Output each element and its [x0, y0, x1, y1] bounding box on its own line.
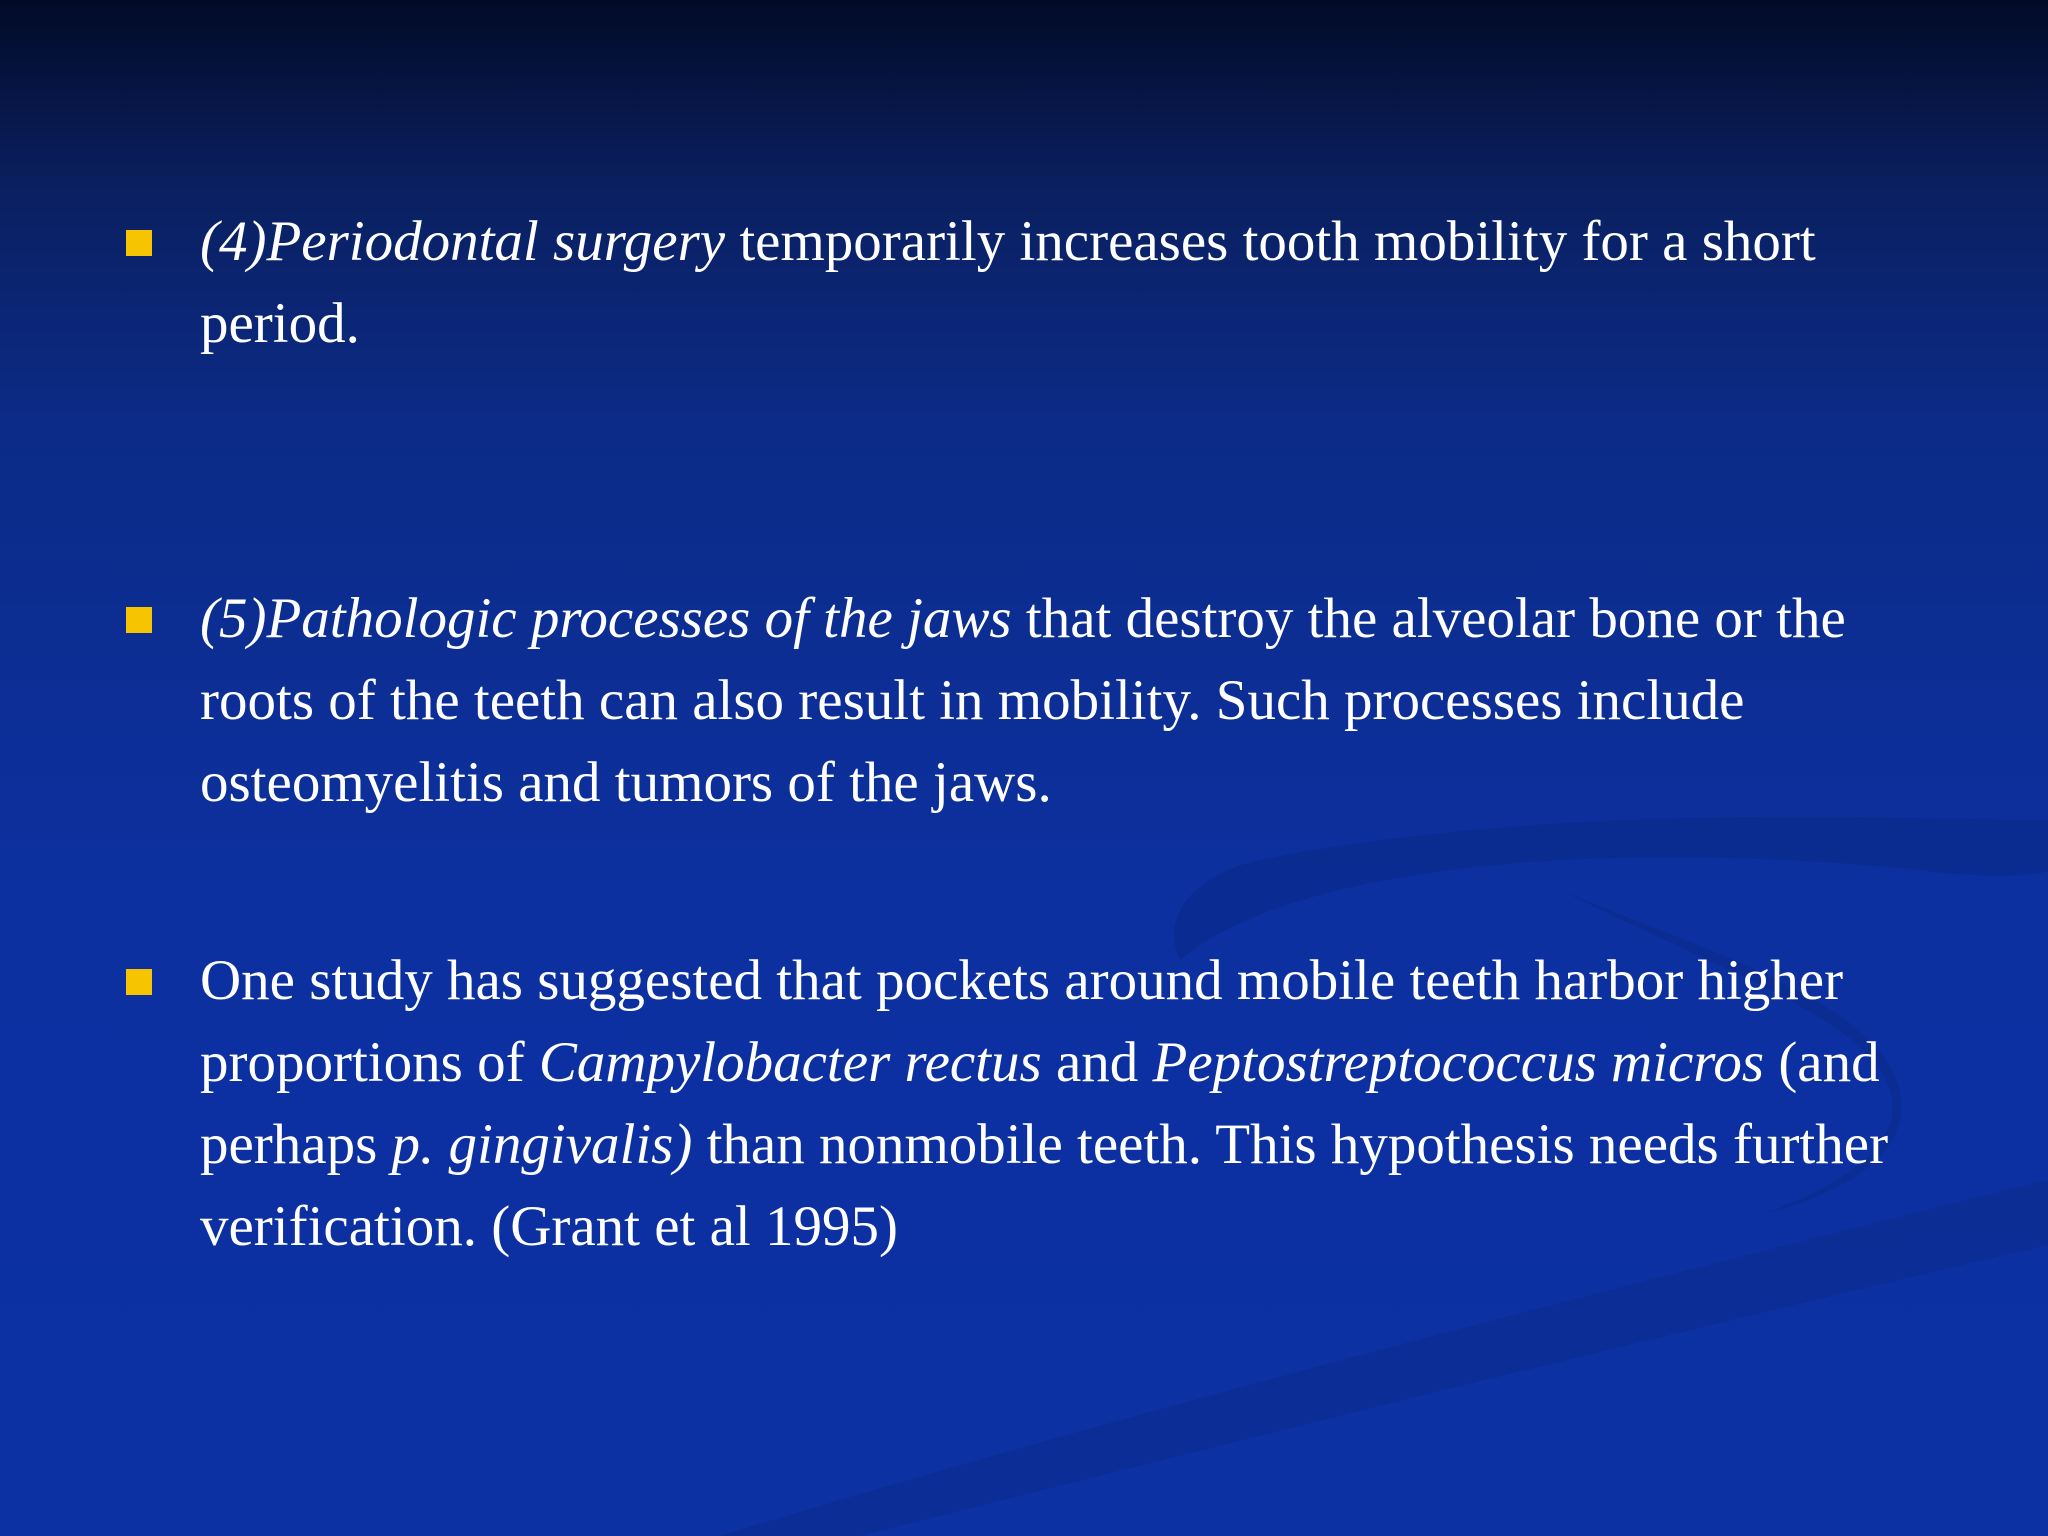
text-segment: Campylobacter rectus	[538, 1031, 1042, 1094]
text-segment: that destroy the alveolar bone or the roots of the teeth can also result in mobility. Such processes include osteomyelitis and tumors of the jaws.	[200, 587, 1846, 814]
text-segment: (5)Pathologic processes of the jaws	[200, 587, 1012, 650]
bullet-item-study-mobile-teeth	[200, 940, 1900, 1268]
bullet-square-icon	[126, 969, 152, 995]
bullet-square-icon	[126, 230, 152, 256]
bullet-text	[200, 949, 1888, 1258]
bullet-item-periodontal-surgery	[200, 201, 1900, 365]
bullet-text	[200, 210, 1816, 355]
text-segment: temporarily increases tooth mobility for a short period.	[200, 210, 1816, 355]
text-segment: One study has suggested that pockets around mobile teeth harbor higher proportions of	[200, 949, 1844, 1094]
bullet-text	[200, 587, 1846, 814]
text-segment: Peptostreptococcus micros	[1152, 1031, 1765, 1094]
bullet-item-pathologic-processes	[200, 578, 1900, 824]
text-segment: p. gingivalis)	[391, 1113, 693, 1176]
text-segment: and	[1041, 1031, 1153, 1094]
text-segment: than nonmobile teeth. This hypothesis needs further verification. (Grant et al 1995)	[200, 1113, 1889, 1258]
bullet-square-icon	[126, 607, 152, 633]
text-segment: (4)Periodontal surgery	[200, 210, 726, 273]
text-segment: (and perhaps	[200, 1031, 1880, 1176]
